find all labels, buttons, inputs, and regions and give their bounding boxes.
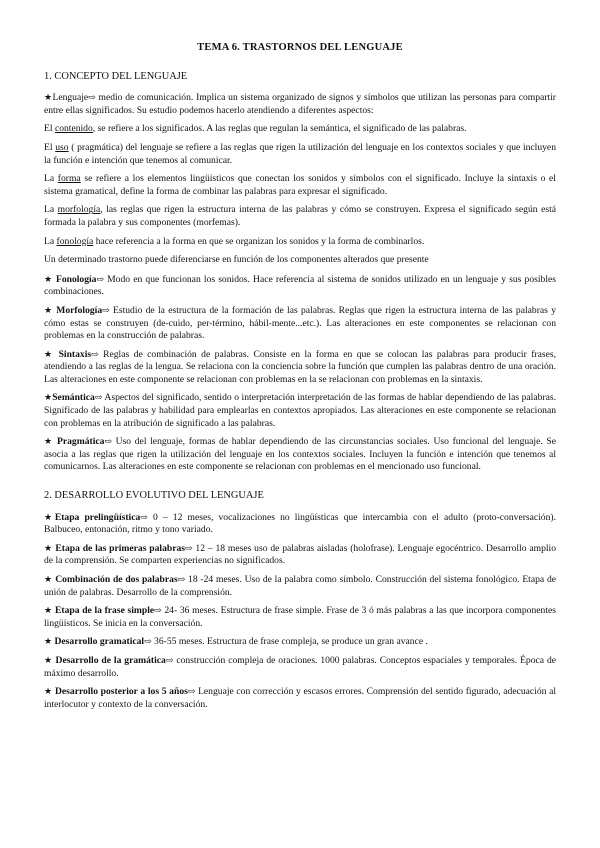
stage-text: 36-55 meses. Estructura de frase compleja, se produce un gran avance . [151, 636, 428, 648]
stage-text: 0 – 12 meses, vocalizaciones no lingüísticas que intercambia con el adulto (proto-conversación). Balbuceo, entonación, ritmo y tono variado. [44, 511, 556, 536]
arrow-right-icon: ⇨ [185, 542, 193, 553]
component-morfologia [44, 304, 556, 343]
component-term: Morfología [56, 304, 103, 316]
stage-term: Desarrollo gramatical [54, 636, 145, 648]
stage-desarrollo-posterior [44, 685, 556, 711]
article-text: La [44, 204, 58, 216]
component-text: Estudio de la estructura de la formación de las palabras. Reglas que rigen la estructura interna de las palabras y cómo estas se construyen (de-cuido, per-término, hábil-mente...etc.). Las alteraciones en este componentes se relacionan con problemas en la construcción de palabras. [44, 304, 556, 342]
paragraph-intro-components: Un determinado trastorno puede diferenciarse en función de los componentes alterados que presente [44, 254, 429, 266]
star-icon: ★ [44, 304, 53, 315]
component-term: Sintaxis [58, 348, 92, 360]
paragraph-forma [44, 173, 556, 198]
star-icon: ★ [44, 273, 53, 284]
stage-dos-palabras [44, 573, 556, 599]
arrow-right-icon: ⇨ [88, 92, 96, 103]
stage-term: Desarrollo posterior a los 5 años [55, 686, 188, 698]
star-icon: ★ [44, 511, 55, 522]
term-contenido: contenido [54, 123, 93, 135]
arrow-right-icon: ⇨ [144, 636, 152, 647]
star-icon: ★ [44, 92, 53, 103]
component-text: Aspectos del significado, sentido o interpretación interpretación de las formas de hablar dependiendo de las palabras. Significado de las palabras y habilidad para emplearlas en contextos apropiados. Las alteraciones en este componente se relacionan con problemas en la atribución de significado a las palabras. [44, 392, 556, 429]
definition-text: medio de comunicación. Implica un sistema organizado de signos y símbolos que utilizan las personas para compartir entre ellas significados. Su estudio podemos hacerlo atendiendo a diferentes aspectos: [44, 92, 556, 116]
section-heading-concepto: 1. CONCEPTO DEL LENGUAJE [44, 70, 188, 82]
article-text: El [44, 141, 56, 153]
paragraph-contenido [44, 123, 556, 136]
stage-text: 24- 36 meses. Estructura de frase simple. Frase de 3 ó más palabras a las que incorpora componentes lingüísticos. Se inicia en la conversación. [44, 605, 556, 629]
section-heading-desarrollo: 2. DESARROLLO EVOLUTIVO DEL LENGUAJE [44, 490, 264, 502]
component-semantica [44, 391, 556, 430]
component-text: Reglas de combinación de palabras. Consiste en la forma en que se colocan las palabras para producir frases, atendiendo a las reglas de la lengua. Se relaciona con la conciencia sobre la función que cumplen las palabras dentro de una oración. Las alteraciones en este componente se relacionan con problemas en la se relacionan con problemas en la sintaxis. [44, 348, 556, 385]
term-forma: forma [57, 173, 81, 185]
arrow-right-icon: ⇨ [94, 392, 103, 403]
stage-primeras-palabras [44, 542, 556, 568]
arrow-right-icon: ⇨ [177, 574, 186, 584]
star-icon: ★ [44, 574, 53, 584]
stage-term: Etapa prelingüística [54, 511, 141, 523]
stage-text: construcción compleja de oraciones. 1000 palabras. Conceptos espaciales y temporales. Época de máximo desarrollo. [44, 654, 557, 679]
stage-term: Etapa de la frase simple [55, 605, 155, 617]
paragraph-uso [44, 142, 556, 167]
paragraph-morfologia [44, 204, 556, 229]
star-icon: ★ [44, 654, 53, 665]
star-icon: ★ [44, 348, 55, 359]
paragraph-fonologia [44, 236, 556, 249]
term-morfologia: morfología [57, 204, 101, 216]
star-icon: ★ [44, 636, 53, 647]
component-fonologia [44, 273, 556, 299]
star-icon: ★ [44, 392, 53, 403]
arrow-right-icon: ⇨ [102, 304, 110, 315]
component-pragmatica [44, 435, 556, 474]
stage-text: 18 -24 meses. Uso de la palabra como símbolo. Construcción del sistema fonológico. Etapa de unión de palabras. Desarrollo de la comprensión. [44, 574, 557, 598]
article-text: La [44, 173, 58, 185]
component-term: Pragmática [57, 436, 105, 448]
component-text: Uso del lenguaje, formas de hablar dependiendo de las circunstancias sociales. Uso funcional del lenguaje. Se asocia a las reglas que rigen la utilización del lenguaje en los contextos sociales. Incluyen la función e intención que tenemos al comunicarnos. Las alteraciones en este componente se relacionan con problemas en el mencionado uso funcional. [44, 436, 556, 473]
article-text: El [44, 123, 55, 135]
arrow-right-icon: ⇨ [140, 511, 148, 522]
stage-term: Combinación de dos palabras [55, 574, 178, 585]
stage-desarrollo-gramatical [44, 635, 556, 649]
paragraph-lenguaje [44, 91, 556, 117]
term-uso: uso [55, 141, 69, 153]
arrow-right-icon: ⇨ [187, 686, 196, 697]
arrow-right-icon: ⇨ [91, 348, 99, 359]
arrow-right-icon: ⇨ [154, 605, 162, 616]
stage-frase-simple [44, 604, 556, 630]
arrow-right-icon: ⇨ [96, 273, 105, 284]
document-title: TEMA 6. TRASTORNOS DEL LENGUAJE [197, 42, 403, 53]
stage-text: Lenguaje con corrección y escasos errores. Comprensión del sentido figurado, adecuación al interlocutor y contexto de la conversación. [44, 686, 557, 710]
component-term: Fonología [55, 273, 97, 285]
star-icon: ★ [44, 542, 53, 553]
article-text: La [44, 235, 57, 247]
component-text: Modo en que funcionan los sonidos. Hace referencia al sistema de sonidos utilizado en un lenguaje y sus posibles combinaciones. [44, 273, 556, 298]
definition-text: , se refiere a los significados. A las reglas que regulan la semántica, el significado de las palabras. [92, 123, 467, 135]
star-icon: ★ [44, 686, 53, 697]
star-icon: ★ [44, 605, 53, 616]
component-term: Semántica [52, 392, 95, 404]
stage-desarrollo-gramatica [44, 654, 556, 680]
term-fonologia: fonología [56, 235, 94, 247]
definition-text: hace referencia a la forma en que se organizan los sonidos y la forma de combinarlos. [93, 235, 425, 247]
definition-text: ( pragmática) del lenguaje se refiere a las reglas que rigen la utilización del lenguaje en los contextos sociales y que incluyen la función e intención que tenemos al comunicar. [44, 141, 556, 166]
stage-text: 12 – 18 meses uso de palabras aisladas (holofrase). Lenguaje egocéntrico. Desarrollo amplio de la comprensión. Se comparten experiencias no significados. [44, 542, 557, 567]
component-sintaxis [44, 348, 556, 387]
arrow-right-icon: ⇨ [104, 436, 112, 447]
arrow-right-icon: ⇨ [165, 654, 174, 665]
stage-term: Desarrollo de la gramática [55, 654, 166, 666]
term-lenguaje: Lenguaje [52, 92, 89, 104]
definition-text: se refiere a los elementos lingüísticos que conectan los sonidos y símbolos con el significado. Incluye la sintaxis o el sistema gramatical, define la forma de combinar las palabras para expresar el significado. [44, 173, 556, 197]
definition-text: , las reglas que rigen la estructura interna de las palabras y cómo se construyen. Expresa el significado según está formada la palabra y sus componentes (morfemas). [44, 204, 556, 228]
stage-prelinguistica [44, 511, 556, 537]
star-icon: ★ [44, 436, 54, 447]
stage-term: Etapa de las primeras palabras [55, 542, 186, 554]
